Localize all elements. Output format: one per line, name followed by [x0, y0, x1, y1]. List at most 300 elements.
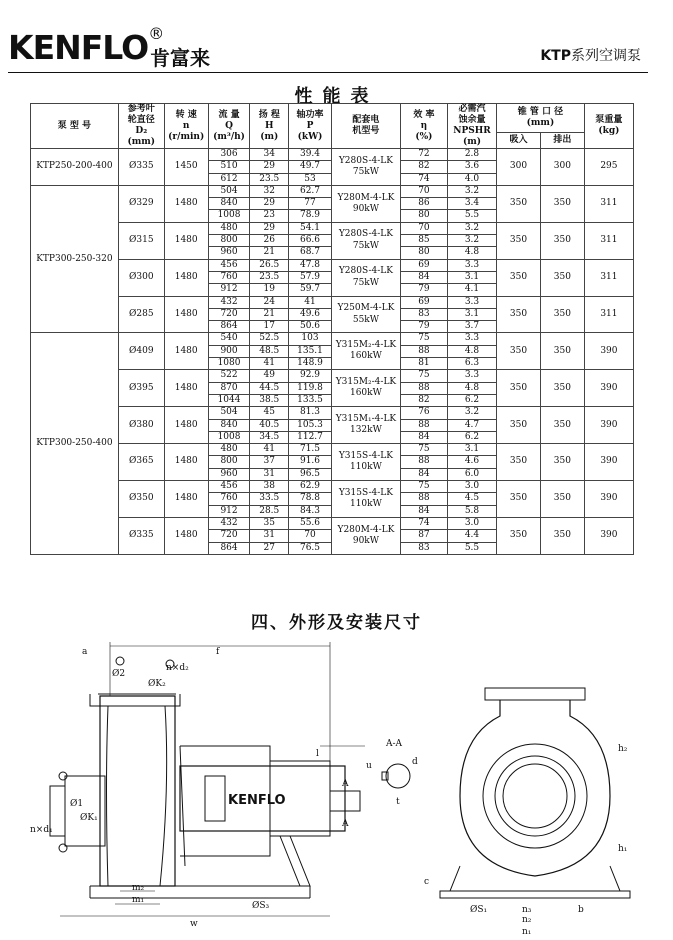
- npshr-cell: 3.3: [447, 333, 496, 345]
- dim-ok2: ØK₂: [148, 679, 166, 689]
- discharge-cell: 350: [540, 185, 584, 222]
- flow-cell: 480: [208, 222, 250, 234]
- discharge-cell: 350: [540, 517, 584, 554]
- npshr-cell: 6.2: [447, 431, 496, 443]
- impeller-cell: Ø365: [118, 444, 164, 481]
- efficiency-cell: 79: [400, 321, 447, 333]
- weight-cell: 311: [584, 259, 633, 296]
- efficiency-cell: 74: [400, 517, 447, 529]
- power-cell: 49.7: [289, 161, 332, 173]
- flow-cell: 800: [208, 235, 250, 247]
- dim-A-top: A: [342, 779, 349, 789]
- suction-cell: 350: [497, 444, 541, 481]
- efficiency-cell: 72: [400, 149, 447, 161]
- power-cell: 133.5: [289, 394, 332, 406]
- flow-cell: 1044: [208, 394, 250, 406]
- table-row: [31, 407, 634, 419]
- power-cell: 50.6: [289, 321, 332, 333]
- npshr-cell: 3.0: [447, 481, 496, 493]
- discharge-cell: 350: [540, 481, 584, 518]
- efficiency-cell: 75: [400, 370, 447, 382]
- motor-cell: Y250M-4-LK 55kW: [331, 296, 400, 333]
- power-cell: 77: [289, 198, 332, 210]
- motor-cell: Y280S-4-LK 75kW: [331, 259, 400, 296]
- flow-cell: 960: [208, 247, 250, 259]
- head-cell: 35: [250, 517, 289, 529]
- header-discharge: 排出: [540, 133, 584, 149]
- aa-section: [382, 764, 410, 788]
- impeller-cell: Ø300: [118, 259, 164, 296]
- model-cell: KTP300-250-400: [31, 333, 119, 554]
- npshr-cell: 6.3: [447, 358, 496, 370]
- dimension-drawing: [30, 636, 650, 936]
- efficiency-cell: 80: [400, 247, 447, 259]
- head-cell: 31: [250, 530, 289, 542]
- flow-cell: 900: [208, 345, 250, 357]
- power-cell: 105.3: [289, 419, 332, 431]
- head-cell: 23: [250, 210, 289, 222]
- dim-A-bottom: A: [342, 819, 349, 829]
- flow-cell: 456: [208, 259, 250, 271]
- npshr-cell: 3.4: [447, 198, 496, 210]
- efficiency-cell: 75: [400, 333, 447, 345]
- impeller-cell: Ø335: [118, 517, 164, 554]
- header-weight: 泵重量 (kg): [584, 104, 633, 149]
- dim-h2: h₂: [618, 744, 628, 754]
- pump-front-view: [440, 688, 630, 898]
- motor-cell: Y280M-4-LK 90kW: [331, 185, 400, 222]
- dimensions-title: 四、外形及安装尺寸: [251, 613, 422, 633]
- efficiency-cell: 88: [400, 456, 447, 468]
- power-cell: 70: [289, 530, 332, 542]
- efficiency-cell: 84: [400, 505, 447, 517]
- npshr-cell: 5.8: [447, 505, 496, 517]
- head-cell: 48.5: [250, 345, 289, 357]
- head-cell: 17: [250, 321, 289, 333]
- efficiency-cell: 82: [400, 161, 447, 173]
- suction-cell: 350: [497, 333, 541, 370]
- flow-cell: 612: [208, 173, 250, 185]
- head-cell: 29: [250, 161, 289, 173]
- power-cell: 84.3: [289, 505, 332, 517]
- power-cell: 66.6: [289, 235, 332, 247]
- weight-cell: 390: [584, 444, 633, 481]
- power-cell: 78.9: [289, 210, 332, 222]
- power-cell: 81.3: [289, 407, 332, 419]
- weight-cell: 311: [584, 296, 633, 333]
- suction-cell: 350: [497, 185, 541, 222]
- head-cell: 40.5: [250, 419, 289, 431]
- table-row: [31, 259, 634, 271]
- flow-cell: 540: [208, 333, 250, 345]
- weight-cell: 390: [584, 407, 633, 444]
- npshr-cell: 6.0: [447, 468, 496, 480]
- impeller-cell: Ø329: [118, 185, 164, 222]
- motor-cell: Y315S-4-LK 110kW: [331, 481, 400, 518]
- flow-cell: 720: [208, 308, 250, 320]
- head-cell: 19: [250, 284, 289, 296]
- weight-cell: 390: [584, 481, 633, 518]
- efficiency-cell: 87: [400, 530, 447, 542]
- suction-cell: 350: [497, 407, 541, 444]
- efficiency-cell: 84: [400, 468, 447, 480]
- flow-cell: 840: [208, 419, 250, 431]
- efficiency-cell: 88: [400, 419, 447, 431]
- dim-ok1: ØK₁: [80, 813, 98, 823]
- efficiency-cell: 88: [400, 345, 447, 357]
- dim-o2: Ø2: [112, 669, 126, 679]
- flow-cell: 480: [208, 444, 250, 456]
- dim-nd2: n×d₂: [166, 663, 189, 673]
- npshr-cell: 3.3: [447, 296, 496, 308]
- power-cell: 54.1: [289, 222, 332, 234]
- performance-title: 性能表: [294, 86, 379, 107]
- impeller-cell: Ø409: [118, 333, 164, 370]
- power-cell: 59.7: [289, 284, 332, 296]
- npshr-cell: 3.1: [447, 444, 496, 456]
- npshr-cell: 4.8: [447, 345, 496, 357]
- flow-cell: 760: [208, 493, 250, 505]
- impeller-cell: Ø395: [118, 370, 164, 407]
- npshr-cell: 3.2: [447, 235, 496, 247]
- efficiency-cell: 74: [400, 173, 447, 185]
- efficiency-cell: 70: [400, 222, 447, 234]
- dim-n1: n₁: [522, 927, 532, 936]
- flow-cell: 1008: [208, 210, 250, 222]
- speed-cell: 1480: [164, 185, 208, 222]
- power-cell: 148.9: [289, 358, 332, 370]
- flow-cell: 504: [208, 185, 250, 197]
- efficiency-cell: 81: [400, 358, 447, 370]
- brand-name-cn: 肯富来: [150, 46, 210, 70]
- power-cell: 78.8: [289, 493, 332, 505]
- efficiency-cell: 83: [400, 308, 447, 320]
- efficiency-cell: 86: [400, 198, 447, 210]
- model-cell: KTP300-250-320: [31, 185, 119, 333]
- header-efficiency: 效 率 η (%): [400, 104, 447, 149]
- power-cell: 103: [289, 333, 332, 345]
- dim-c: c: [424, 877, 430, 887]
- speed-cell: 1480: [164, 407, 208, 444]
- efficiency-cell: 88: [400, 382, 447, 394]
- npshr-cell: 4.8: [447, 247, 496, 259]
- dim-f: f: [216, 647, 220, 657]
- flow-cell: 800: [208, 456, 250, 468]
- efficiency-cell: 76: [400, 407, 447, 419]
- efficiency-cell: 75: [400, 481, 447, 493]
- flow-cell: 510: [208, 161, 250, 173]
- power-cell: 68.7: [289, 247, 332, 259]
- efficiency-cell: 83: [400, 542, 447, 554]
- npshr-cell: 3.7: [447, 321, 496, 333]
- head-cell: 23.5: [250, 271, 289, 283]
- table-row: [31, 517, 634, 529]
- efficiency-cell: 88: [400, 493, 447, 505]
- dim-m2: m₂: [132, 883, 145, 893]
- power-cell: 62.9: [289, 481, 332, 493]
- motor-logo: KENFLO: [228, 793, 286, 808]
- power-cell: 71.5: [289, 444, 332, 456]
- efficiency-cell: 84: [400, 431, 447, 443]
- npshr-cell: 4.1: [447, 284, 496, 296]
- efficiency-cell: 82: [400, 394, 447, 406]
- npshr-cell: 3.3: [447, 259, 496, 271]
- weight-cell: 311: [584, 185, 633, 222]
- head-cell: 29: [250, 198, 289, 210]
- npshr-cell: 4.5: [447, 493, 496, 505]
- dim-b: b: [578, 905, 584, 915]
- flow-cell: 760: [208, 271, 250, 283]
- npshr-cell: 4.4: [447, 530, 496, 542]
- discharge-cell: 300: [540, 149, 584, 186]
- motor-cell: Y280M-4-LK 90kW: [331, 517, 400, 554]
- efficiency-cell: 80: [400, 210, 447, 222]
- head-cell: 41: [250, 358, 289, 370]
- npshr-cell: 3.1: [447, 271, 496, 283]
- table-row: [31, 481, 634, 493]
- power-cell: 76.5: [289, 542, 332, 554]
- motor-cell: Y315M₂-4-LK 160kW: [331, 370, 400, 407]
- header-motor: 配套电 机型号: [331, 104, 400, 149]
- pump-side-view: [50, 657, 360, 898]
- discharge-cell: 350: [540, 370, 584, 407]
- table-row: [31, 444, 634, 456]
- motor-cell: Y280S-4-LK 75kW: [331, 149, 400, 186]
- flow-cell: 864: [208, 321, 250, 333]
- header-model: 泵 型 号: [31, 104, 119, 149]
- power-cell: 62.7: [289, 185, 332, 197]
- head-cell: 23.5: [250, 173, 289, 185]
- head-cell: 49: [250, 370, 289, 382]
- flow-cell: 306: [208, 149, 250, 161]
- npshr-cell: 4.6: [447, 456, 496, 468]
- head-cell: 27: [250, 542, 289, 554]
- dim-os3: ØS₃: [252, 901, 270, 911]
- header-suction: 吸入: [497, 133, 541, 149]
- suction-cell: 350: [497, 370, 541, 407]
- discharge-cell: 350: [540, 333, 584, 370]
- speed-cell: 1480: [164, 296, 208, 333]
- power-cell: 91.6: [289, 456, 332, 468]
- power-cell: 39.4: [289, 149, 332, 161]
- npshr-cell: 3.3: [447, 370, 496, 382]
- dim-aa: A-A: [386, 739, 403, 749]
- motor-cell: Y315S-4-LK 110kW: [331, 444, 400, 481]
- header-flange: 锥 管 口 径 (mm): [497, 104, 585, 133]
- table-row: [31, 222, 634, 234]
- page-header: [0, 0, 673, 80]
- flow-cell: 870: [208, 382, 250, 394]
- head-cell: 41: [250, 444, 289, 456]
- dim-m1: m₁: [132, 895, 145, 905]
- header-power: 轴功率 P (kW): [289, 104, 332, 149]
- npshr-cell: 4.0: [447, 173, 496, 185]
- weight-cell: 295: [584, 149, 633, 186]
- dim-n3: n₃: [522, 905, 532, 915]
- table-row: [31, 296, 634, 308]
- model-cell: KTP250-200-400: [31, 149, 119, 186]
- npshr-cell: 3.0: [447, 517, 496, 529]
- dim-u: u: [366, 761, 372, 771]
- suction-cell: 350: [497, 259, 541, 296]
- impeller-cell: Ø285: [118, 296, 164, 333]
- weight-cell: 390: [584, 333, 633, 370]
- flow-cell: 912: [208, 505, 250, 517]
- impeller-cell: Ø380: [118, 407, 164, 444]
- suction-cell: 300: [497, 149, 541, 186]
- head-cell: 44.5: [250, 382, 289, 394]
- discharge-cell: 350: [540, 296, 584, 333]
- efficiency-cell: 69: [400, 296, 447, 308]
- speed-cell: 1450: [164, 149, 208, 186]
- suction-cell: 350: [497, 296, 541, 333]
- discharge-cell: 350: [540, 222, 584, 259]
- head-cell: 29: [250, 222, 289, 234]
- table-row: [31, 333, 634, 345]
- table-row: [31, 185, 634, 197]
- speed-cell: 1480: [164, 444, 208, 481]
- header-npshr: 必需汽 蚀余量 NPSHR (m): [447, 104, 496, 149]
- weight-cell: 390: [584, 517, 633, 554]
- dim-n2: n₂: [522, 915, 532, 925]
- head-cell: 52.5: [250, 333, 289, 345]
- efficiency-cell: 84: [400, 271, 447, 283]
- efficiency-cell: 79: [400, 284, 447, 296]
- power-cell: 49.6: [289, 308, 332, 320]
- head-cell: 21: [250, 308, 289, 320]
- dim-l: l: [316, 749, 319, 759]
- npshr-cell: 3.2: [447, 222, 496, 234]
- head-cell: 26: [250, 235, 289, 247]
- discharge-cell: 350: [540, 444, 584, 481]
- head-cell: 32: [250, 185, 289, 197]
- dim-d: d: [412, 757, 418, 767]
- power-cell: 92.9: [289, 370, 332, 382]
- npshr-cell: 6.2: [447, 394, 496, 406]
- npshr-cell: 5.5: [447, 542, 496, 554]
- series-label: KTP系列空调泵: [540, 48, 641, 64]
- flow-cell: 1008: [208, 431, 250, 443]
- header-speed: 转 速 n (r/min): [164, 104, 208, 149]
- header-impeller: 参考叶 轮直径 D₂ (mm): [118, 104, 164, 149]
- efficiency-cell: 69: [400, 259, 447, 271]
- npshr-cell: 3.6: [447, 161, 496, 173]
- npshr-cell: 3.1: [447, 308, 496, 320]
- head-cell: 38.5: [250, 394, 289, 406]
- dimension-lines: [60, 642, 365, 916]
- speed-cell: 1480: [164, 517, 208, 554]
- suction-cell: 350: [497, 517, 541, 554]
- flow-cell: 960: [208, 468, 250, 480]
- head-cell: 34: [250, 149, 289, 161]
- head-cell: 28.5: [250, 505, 289, 517]
- dim-t: t: [396, 797, 400, 807]
- power-cell: 135.1: [289, 345, 332, 357]
- header-head: 扬 程 H (m): [250, 104, 289, 149]
- head-cell: 38: [250, 481, 289, 493]
- flow-cell: 432: [208, 296, 250, 308]
- npshr-cell: 3.2: [447, 185, 496, 197]
- drawing-svg: [30, 636, 650, 936]
- performance-table: [30, 103, 634, 555]
- head-cell: 21: [250, 247, 289, 259]
- efficiency-cell: 75: [400, 444, 447, 456]
- power-cell: 57.9: [289, 271, 332, 283]
- head-cell: 33.5: [250, 493, 289, 505]
- power-cell: 119.8: [289, 382, 332, 394]
- speed-cell: 1480: [164, 333, 208, 370]
- flow-cell: 456: [208, 481, 250, 493]
- dim-os1: ØS₁: [470, 905, 488, 915]
- flow-cell: 864: [208, 542, 250, 554]
- head-cell: 45: [250, 407, 289, 419]
- head-cell: 26.5: [250, 259, 289, 271]
- suction-cell: 350: [497, 222, 541, 259]
- speed-cell: 1480: [164, 259, 208, 296]
- power-cell: 96.5: [289, 468, 332, 480]
- header-divider: [8, 72, 648, 73]
- discharge-cell: 350: [540, 259, 584, 296]
- flow-cell: 912: [208, 284, 250, 296]
- speed-cell: 1480: [164, 481, 208, 518]
- power-cell: 55.6: [289, 517, 332, 529]
- npshr-cell: 5.5: [447, 210, 496, 222]
- dim-o1: Ø1: [70, 799, 84, 809]
- impeller-cell: Ø335: [118, 149, 164, 186]
- flow-cell: 432: [208, 517, 250, 529]
- head-cell: 34.5: [250, 431, 289, 443]
- flow-cell: 1080: [208, 358, 250, 370]
- motor-cell: Y280S-4-LK 75kW: [331, 222, 400, 259]
- efficiency-cell: 70: [400, 185, 447, 197]
- dim-w: w: [190, 919, 198, 929]
- flow-cell: 720: [208, 530, 250, 542]
- brand-logo: KENFLO®: [8, 24, 164, 67]
- head-cell: 31: [250, 468, 289, 480]
- flow-cell: 522: [208, 370, 250, 382]
- npshr-cell: 4.8: [447, 382, 496, 394]
- power-cell: 53: [289, 173, 332, 185]
- power-cell: 41: [289, 296, 332, 308]
- power-cell: 112.7: [289, 431, 332, 443]
- header-flow: 流 量 Q (m³/h): [208, 104, 250, 149]
- discharge-cell: 350: [540, 407, 584, 444]
- motor-cell: Y315M₂-4-LK 160kW: [331, 333, 400, 370]
- speed-cell: 1480: [164, 222, 208, 259]
- flow-cell: 840: [208, 198, 250, 210]
- npshr-cell: 4.7: [447, 419, 496, 431]
- head-cell: 24: [250, 296, 289, 308]
- suction-cell: 350: [497, 481, 541, 518]
- impeller-cell: Ø350: [118, 481, 164, 518]
- flow-cell: 504: [208, 407, 250, 419]
- table-row: [31, 149, 634, 161]
- weight-cell: 390: [584, 370, 633, 407]
- weight-cell: 311: [584, 222, 633, 259]
- dim-h1: h₁: [618, 844, 628, 854]
- speed-cell: 1480: [164, 370, 208, 407]
- power-cell: 47.8: [289, 259, 332, 271]
- npshr-cell: 2.8: [447, 149, 496, 161]
- dim-nd1: n×d₁: [30, 825, 53, 835]
- efficiency-cell: 85: [400, 235, 447, 247]
- table-row: [31, 370, 634, 382]
- npshr-cell: 3.2: [447, 407, 496, 419]
- impeller-cell: Ø315: [118, 222, 164, 259]
- motor-cell: Y315M₁-4-LK 132kW: [331, 407, 400, 444]
- head-cell: 37: [250, 456, 289, 468]
- dim-a: a: [82, 647, 88, 657]
